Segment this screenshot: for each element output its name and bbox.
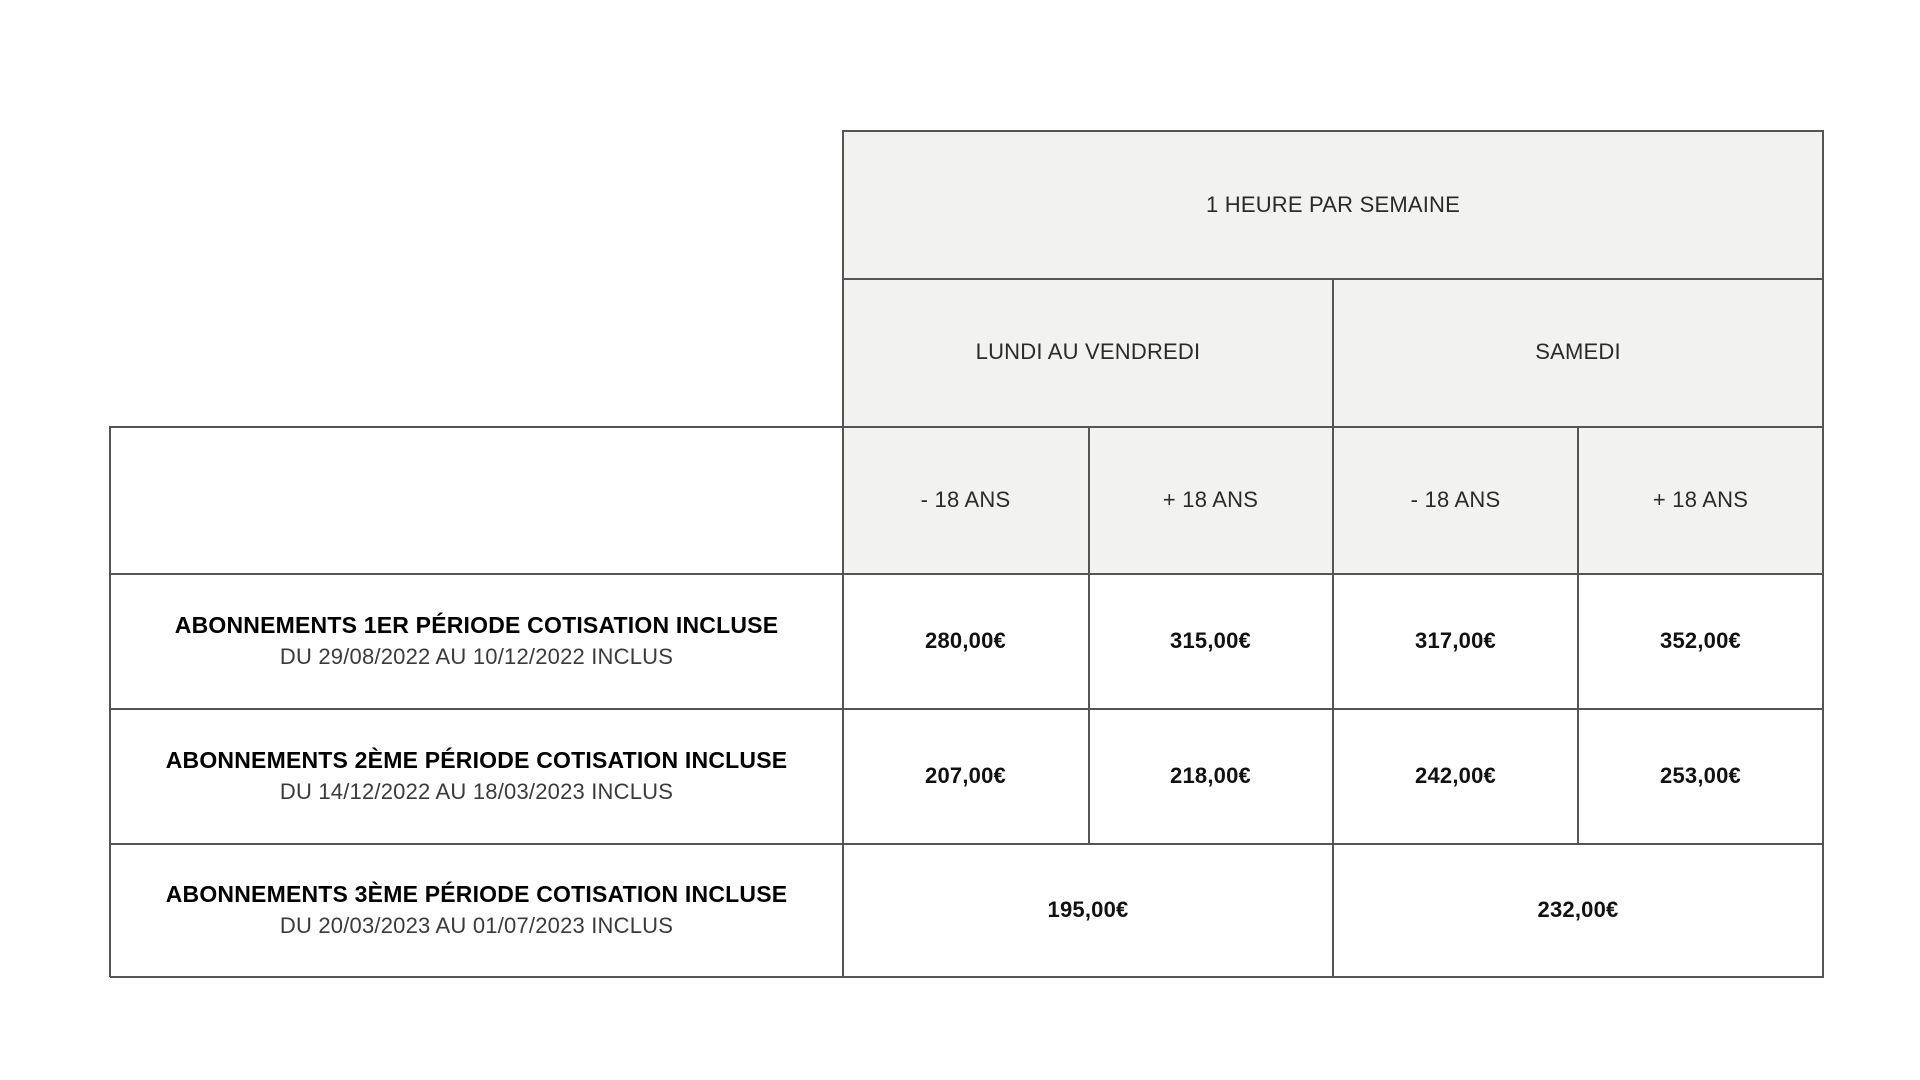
header-age-saturday-over18 bbox=[1578, 426, 1823, 573]
header-age-label: - 18 ANS bbox=[920, 486, 1011, 512]
grid-line bbox=[1577, 426, 1579, 843]
row-label-period-3 bbox=[110, 843, 843, 977]
price-cell: 232,00€ bbox=[1537, 897, 1619, 922]
price-cell: 195,00€ bbox=[1047, 897, 1129, 922]
row-title: ABONNEMENTS 2ÈME PÉRIODE COTISATION INCLUSE bbox=[165, 746, 788, 773]
row-dates: DU 29/08/2022 AU 10/12/2022 INCLUS bbox=[279, 643, 674, 669]
grid-line bbox=[109, 426, 111, 977]
grid-line bbox=[842, 130, 844, 977]
corner-empty-cell bbox=[110, 426, 843, 573]
header-day-saturday-label: SAMEDI bbox=[1535, 339, 1621, 364]
price-cell: 207,00€ bbox=[925, 762, 1006, 788]
row-label-period-2 bbox=[110, 708, 843, 843]
price-cell: 253,00€ bbox=[1660, 762, 1741, 788]
header-day-weekdays bbox=[843, 278, 1333, 426]
price-cell: 352,00€ bbox=[1660, 627, 1741, 653]
grid-line bbox=[1088, 426, 1090, 843]
grid-line bbox=[110, 843, 1824, 845]
grid-line bbox=[110, 708, 1824, 710]
price-cell: 315,00€ bbox=[1170, 627, 1251, 653]
price-cell: 242,00€ bbox=[1415, 762, 1496, 788]
row-dates: DU 14/12/2022 AU 18/03/2023 INCLUS bbox=[279, 778, 674, 804]
price-cell: 317,00€ bbox=[1415, 627, 1496, 653]
header-age-weekdays-under18 bbox=[843, 426, 1088, 573]
header-group-label: 1 HEURE PAR SEMAINE bbox=[1205, 191, 1460, 217]
row-label-period-1 bbox=[110, 573, 843, 708]
grid-line bbox=[843, 130, 1824, 132]
header-age-label: + 18 ANS bbox=[1652, 486, 1749, 512]
grid-line bbox=[110, 426, 1824, 428]
grid-line bbox=[110, 976, 1824, 978]
header-group-cell bbox=[843, 131, 1823, 278]
grid-line bbox=[843, 278, 1824, 280]
header-age-saturday-under18 bbox=[1333, 426, 1578, 573]
grid-line bbox=[1332, 278, 1334, 977]
grid-line bbox=[1822, 130, 1824, 977]
row-title: ABONNEMENTS 3ÈME PÉRIODE COTISATION INCLUSE bbox=[165, 881, 788, 907]
header-age-label: - 18 ANS bbox=[1410, 486, 1501, 512]
price-cell: 218,00€ bbox=[1170, 762, 1251, 788]
row-dates: DU 20/03/2023 AU 01/07/2023 INCLUS bbox=[279, 913, 674, 938]
header-day-weekdays-label: LUNDI AU VENDREDI bbox=[975, 339, 1201, 364]
row-title: ABONNEMENTS 1ER PÉRIODE COTISATION INCLUSE bbox=[174, 611, 779, 638]
header-day-saturday bbox=[1333, 278, 1823, 426]
header-age-label: + 18 ANS bbox=[1162, 486, 1259, 512]
header-age-weekdays-over18 bbox=[1088, 426, 1333, 573]
price-cell: 280,00€ bbox=[925, 627, 1006, 653]
grid-line bbox=[110, 573, 1824, 575]
